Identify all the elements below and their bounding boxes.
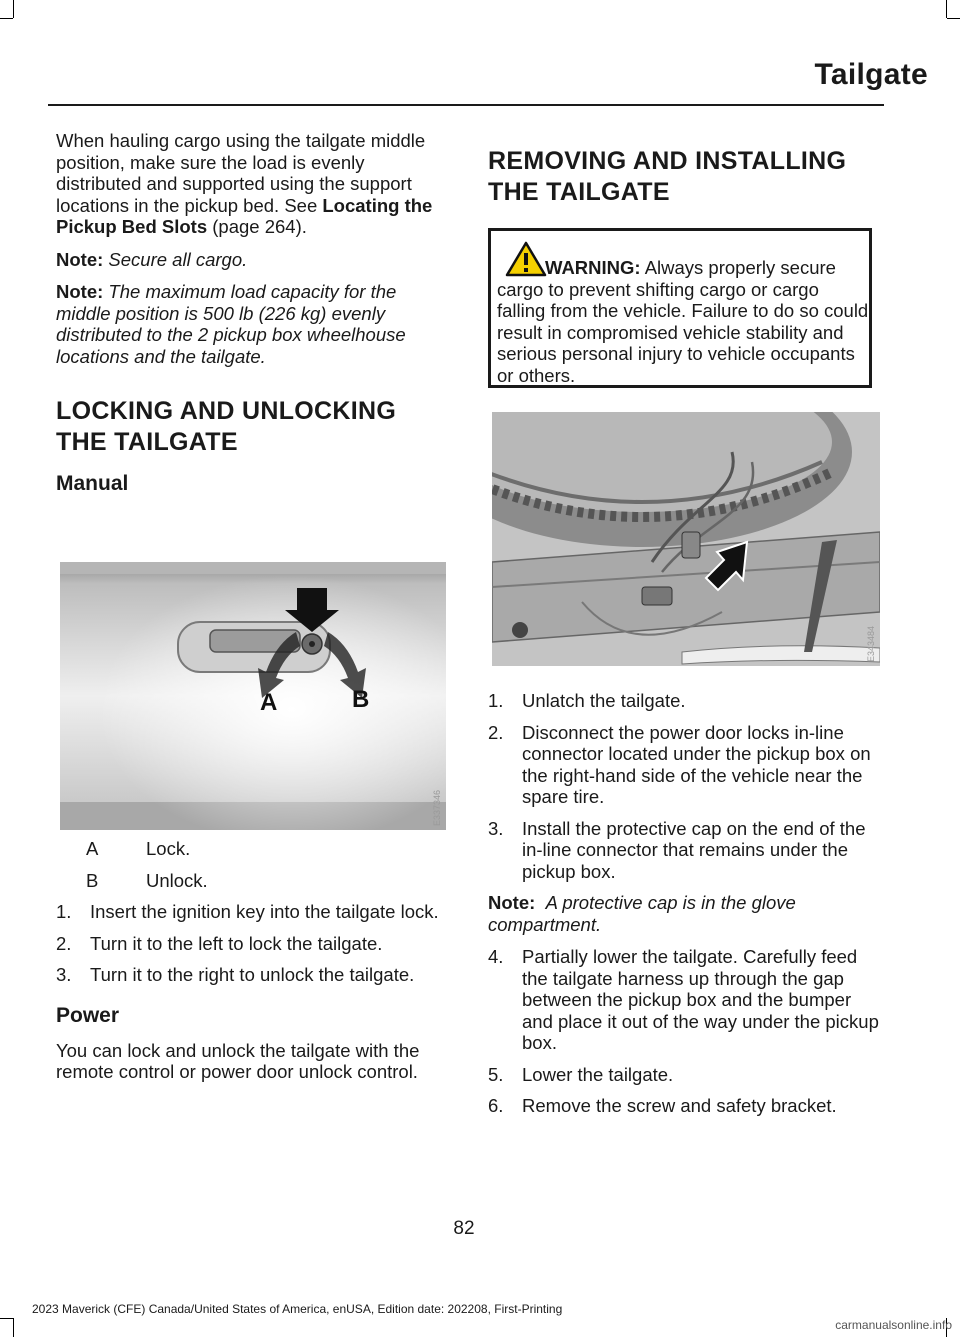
warning-box	[488, 228, 872, 388]
list-item	[488, 722, 880, 808]
callout-value: Lock.	[146, 838, 191, 859]
step-text: Install the protective cap on the end of the in-line connector that remains under the pickup box.	[522, 817, 866, 882]
heading-line: LOCKING AND UNLOCKING	[56, 397, 397, 425]
warning-text	[497, 257, 869, 386]
step-number: 3.	[488, 817, 504, 839]
callout-row	[56, 838, 448, 860]
step-text: Remove the screw and safety bracket.	[522, 1095, 837, 1116]
note-text: Secure all cargo.	[108, 248, 248, 270]
crop-mark	[0, 18, 13, 19]
step-text: Insert the ignition key into the tailgate lock.	[90, 901, 439, 922]
note-load-capacity	[56, 281, 448, 367]
figure-code: E343484	[866, 625, 876, 662]
list-item	[488, 946, 880, 1054]
list-item	[56, 901, 448, 923]
figure-label-a: A	[260, 689, 278, 716]
callout-value: Unlock.	[146, 869, 208, 891]
warning-label: WARNING:	[545, 257, 641, 278]
subheading-manual: Manual	[56, 472, 129, 495]
crop-mark	[0, 1318, 13, 1319]
step-text: Turn it to the left to lock the tailgate.	[90, 932, 383, 954]
right-column	[488, 146, 880, 208]
removal-steps-list-continued	[488, 946, 880, 1117]
crop-mark	[947, 18, 960, 19]
step-text: Partially lower the tailgate. Carefully feed the tailgate harness up through the gap between the pickup box and the bumper and place it out of the way under the pickup box.	[522, 946, 879, 1053]
connector-figure	[492, 412, 880, 666]
header-rule	[48, 104, 884, 106]
section-heading-locking	[56, 396, 448, 458]
note-secure-cargo	[56, 249, 448, 271]
note-label: Note:	[56, 248, 104, 270]
cross-reference-link[interactable]: Locating the Pickup Bed Slots	[56, 194, 433, 237]
crop-mark	[13, 0, 14, 18]
callout-row	[56, 870, 448, 892]
note-text: A protective cap is in the glove compartment.	[488, 892, 796, 935]
callout-key: A	[86, 838, 99, 859]
intro-text: When hauling cargo using the tailgate middle position, make sure the load is evenly distributed and supported using the support locations in the pickup bed. See	[56, 130, 426, 216]
removal-steps-list	[488, 690, 880, 882]
step-number: 1.	[488, 690, 504, 711]
step-text: Lower the tailgate.	[522, 1063, 674, 1085]
step-number: 4.	[488, 946, 504, 967]
step-number: 2.	[488, 721, 504, 743]
subheading-power: Power	[56, 1003, 120, 1027]
step-text: Disconnect the power door locks in-line connector located under the pickup box on the right-hand side of the vehicle near the spare tire.	[522, 721, 871, 807]
list-item	[488, 818, 880, 883]
step-text: Turn it to the right to unlock the tailgate.	[90, 964, 415, 985]
note-protective-cap	[488, 892, 880, 935]
callout-key: B	[86, 869, 99, 891]
intro-paragraph	[56, 130, 448, 238]
watermark: carmanualsonline.info	[835, 1318, 952, 1332]
section-heading-removing	[488, 146, 880, 208]
warning-body: Always properly secure cargo to prevent shifting cargo or cargo falling from the vehicle. Failure to do so could result in compromised vehicle stability and serious personal injury to vehicle occupants or others.	[497, 257, 869, 386]
left-column-lower	[56, 838, 448, 1094]
figure-code: E337346	[432, 789, 442, 826]
note-label: Note:	[488, 892, 536, 913]
list-item	[488, 1095, 880, 1117]
step-number: 3.	[56, 964, 72, 985]
list-item	[56, 933, 448, 955]
step-number: 5.	[488, 1063, 504, 1085]
heading-line: REMOVING AND INSTALLING	[488, 147, 847, 175]
tailgate-handle-figure	[60, 562, 446, 830]
heading-line: THE TAILGATE	[488, 178, 670, 206]
page-reference: (page 264).	[207, 216, 307, 237]
note-text: The maximum load capacity for the middle position is 500 lb (226 kg) evenly distributed to the 2 pickup box wheelhouse locations and the tailgate.	[56, 281, 406, 367]
step-number: 2.	[56, 932, 72, 954]
connector-illustration	[492, 412, 880, 666]
list-item	[488, 1064, 880, 1086]
crop-mark	[946, 0, 947, 18]
page-number: 82	[453, 1218, 475, 1239]
note-label: Note:	[56, 281, 104, 302]
right-column-lower	[488, 690, 880, 1127]
list-item	[56, 964, 448, 986]
power-paragraph: You can lock and unlock the tailgate with the remote control or power door unlock control.	[56, 1039, 420, 1082]
list-item	[488, 690, 880, 712]
figure-label-b: B	[352, 686, 370, 713]
step-text: Unlatch the tailgate.	[522, 690, 686, 711]
edition-footer: 2023 Maverick (CFE) Canada/United States of America, enUSA, Edition date: 202208, First-Printing	[32, 1302, 563, 1316]
step-number: 1.	[56, 901, 72, 922]
crop-mark	[13, 1318, 14, 1337]
step-number: 6.	[488, 1095, 504, 1116]
heading-line: THE TAILGATE	[56, 428, 238, 456]
page-title: Tailgate	[814, 58, 928, 91]
locking-steps-list	[56, 901, 448, 986]
tailgate-handle-illustration	[60, 562, 446, 830]
left-column	[56, 130, 448, 496]
